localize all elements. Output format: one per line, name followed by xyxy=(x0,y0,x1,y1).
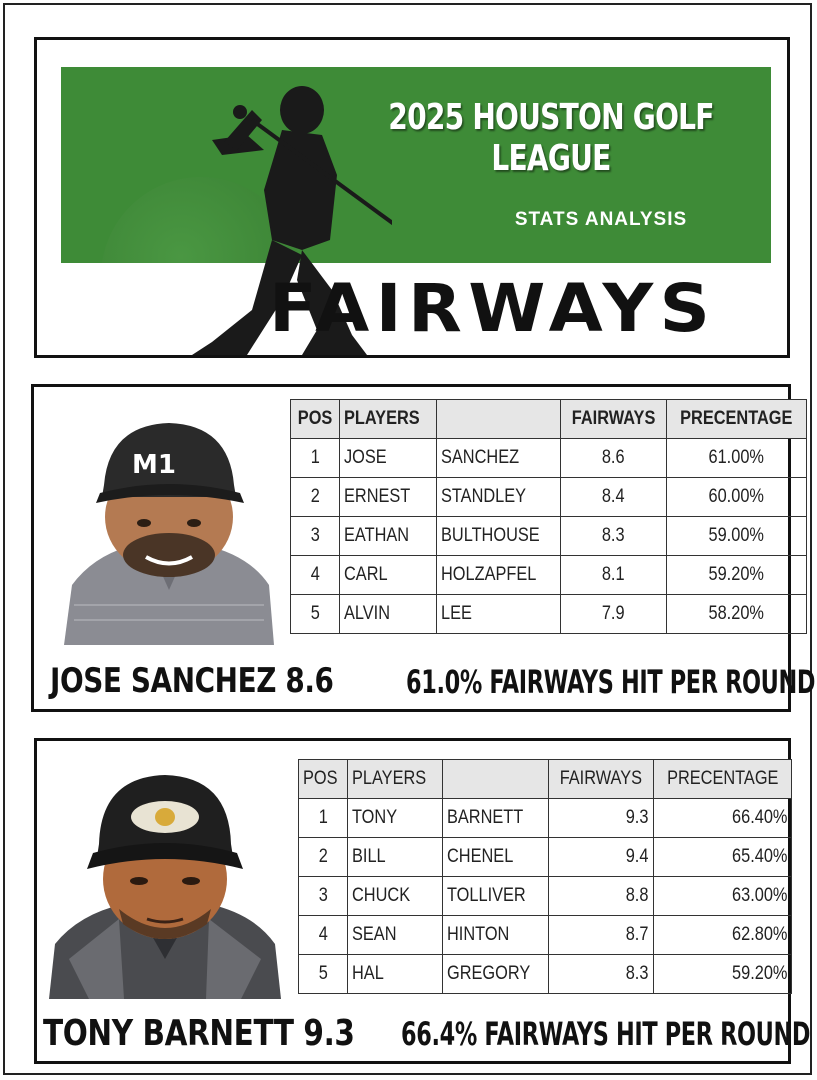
stats-table-1 xyxy=(290,399,807,634)
table-row xyxy=(299,955,792,994)
cell-first-name: ALVIN xyxy=(340,595,437,634)
cell-percentage: 58.20% xyxy=(667,595,807,634)
player-photo-icon xyxy=(64,405,274,645)
cell-pos: 5 xyxy=(299,955,348,994)
cell-fairways: 9.4 xyxy=(549,838,654,877)
col-pos: POS xyxy=(299,760,348,799)
category-title: FAIRWAYS xyxy=(269,270,717,347)
leader-stat: 66.4% FAIRWAYS HIT PER ROUND xyxy=(401,1015,811,1053)
cell-fairways: 8.6 xyxy=(560,439,666,478)
table-row xyxy=(291,439,807,478)
cell-first-name: CHUCK xyxy=(348,877,443,916)
cell-pos: 2 xyxy=(291,478,340,517)
cell-last-name: LEE xyxy=(437,595,561,634)
cell-pos: 4 xyxy=(291,556,340,595)
leaderboard-panel-1 xyxy=(31,384,816,712)
cell-pos: 3 xyxy=(291,517,340,556)
cell-fairways: 8.3 xyxy=(560,517,666,556)
cell-percentage: 59.20% xyxy=(667,556,807,595)
svg-text:M1: M1 xyxy=(132,450,176,480)
header-banner xyxy=(34,37,790,358)
col-percentage: PRECENTAGE xyxy=(667,400,807,439)
table-row xyxy=(299,916,792,955)
leader-stat: 61.0% FAIRWAYS HIT PER ROUND xyxy=(406,663,816,701)
cell-percentage: 60.00% xyxy=(667,478,807,517)
col-blank xyxy=(443,760,549,799)
cell-percentage: 63.00% xyxy=(653,877,792,916)
leader-name: TONY BARNETT 9.3 xyxy=(43,1013,355,1054)
table-row xyxy=(291,556,807,595)
cell-last-name: GREGORY xyxy=(443,955,549,994)
cell-first-name: JOSE xyxy=(340,439,437,478)
cell-pos: 1 xyxy=(299,799,348,838)
cell-fairways: 8.3 xyxy=(549,955,654,994)
table-row xyxy=(299,799,792,838)
cell-pos: 4 xyxy=(299,916,348,955)
table-row xyxy=(291,478,807,517)
cell-fairways: 7.9 xyxy=(560,595,666,634)
cell-pos: 5 xyxy=(291,595,340,634)
cell-last-name: SANCHEZ xyxy=(437,439,561,478)
table-header-row xyxy=(299,760,792,799)
stats-subtitle: STATS ANALYSIS xyxy=(514,209,688,230)
table-row xyxy=(291,595,807,634)
table-row xyxy=(291,517,807,556)
cell-fairways: 8.8 xyxy=(549,877,654,916)
cell-percentage: 59.20% xyxy=(653,955,792,994)
col-pos: POS xyxy=(291,400,340,439)
cell-percentage: 62.80% xyxy=(653,916,792,955)
col-blank xyxy=(437,400,561,439)
cell-first-name: BILL xyxy=(348,838,443,877)
cell-percentage: 61.00% xyxy=(667,439,807,478)
league-title: 2025 HOUSTON GOLF LEAGUE xyxy=(388,97,714,179)
cell-last-name: HOLZAPFEL xyxy=(437,556,561,595)
col-fairways: FAIRWAYS xyxy=(549,760,654,799)
cell-first-name: EATHAN xyxy=(340,517,437,556)
cell-first-name: CARL xyxy=(340,556,437,595)
leader-name: JOSE SANCHEZ 8.6 xyxy=(50,661,334,701)
table-row xyxy=(299,838,792,877)
cell-last-name: HINTON xyxy=(443,916,549,955)
cell-pos: 3 xyxy=(299,877,348,916)
leaderboard-panel-2 xyxy=(34,738,811,1064)
player-illustration-icon xyxy=(49,769,281,999)
cell-first-name: SEAN xyxy=(348,916,443,955)
cell-fairways: 9.3 xyxy=(549,799,654,838)
cell-first-name: HAL xyxy=(348,955,443,994)
cell-last-name: BARNETT xyxy=(443,799,549,838)
cell-pos: 2 xyxy=(299,838,348,877)
col-players: PLAYERS xyxy=(340,400,437,439)
cell-percentage: 66.40% xyxy=(653,799,792,838)
cell-last-name: TOLLIVER xyxy=(443,877,549,916)
cell-pos: 1 xyxy=(291,439,340,478)
cell-fairways: 8.1 xyxy=(560,556,666,595)
cell-first-name: ERNEST xyxy=(340,478,437,517)
cell-first-name: TONY xyxy=(348,799,443,838)
cell-last-name: STANDLEY xyxy=(437,478,561,517)
cell-fairways: 8.4 xyxy=(560,478,666,517)
cell-percentage: 59.00% xyxy=(667,517,807,556)
col-players: PLAYERS xyxy=(348,760,443,799)
cell-last-name: BULTHOUSE xyxy=(437,517,561,556)
col-percentage: PRECENTAGE xyxy=(653,760,792,799)
cell-percentage: 65.40% xyxy=(653,838,792,877)
table-header-row xyxy=(291,400,807,439)
table-row xyxy=(299,877,792,916)
cell-last-name: CHENEL xyxy=(443,838,549,877)
cell-fairways: 8.7 xyxy=(549,916,654,955)
col-fairways: FAIRWAYS xyxy=(560,400,666,439)
stats-table-2 xyxy=(298,759,792,994)
